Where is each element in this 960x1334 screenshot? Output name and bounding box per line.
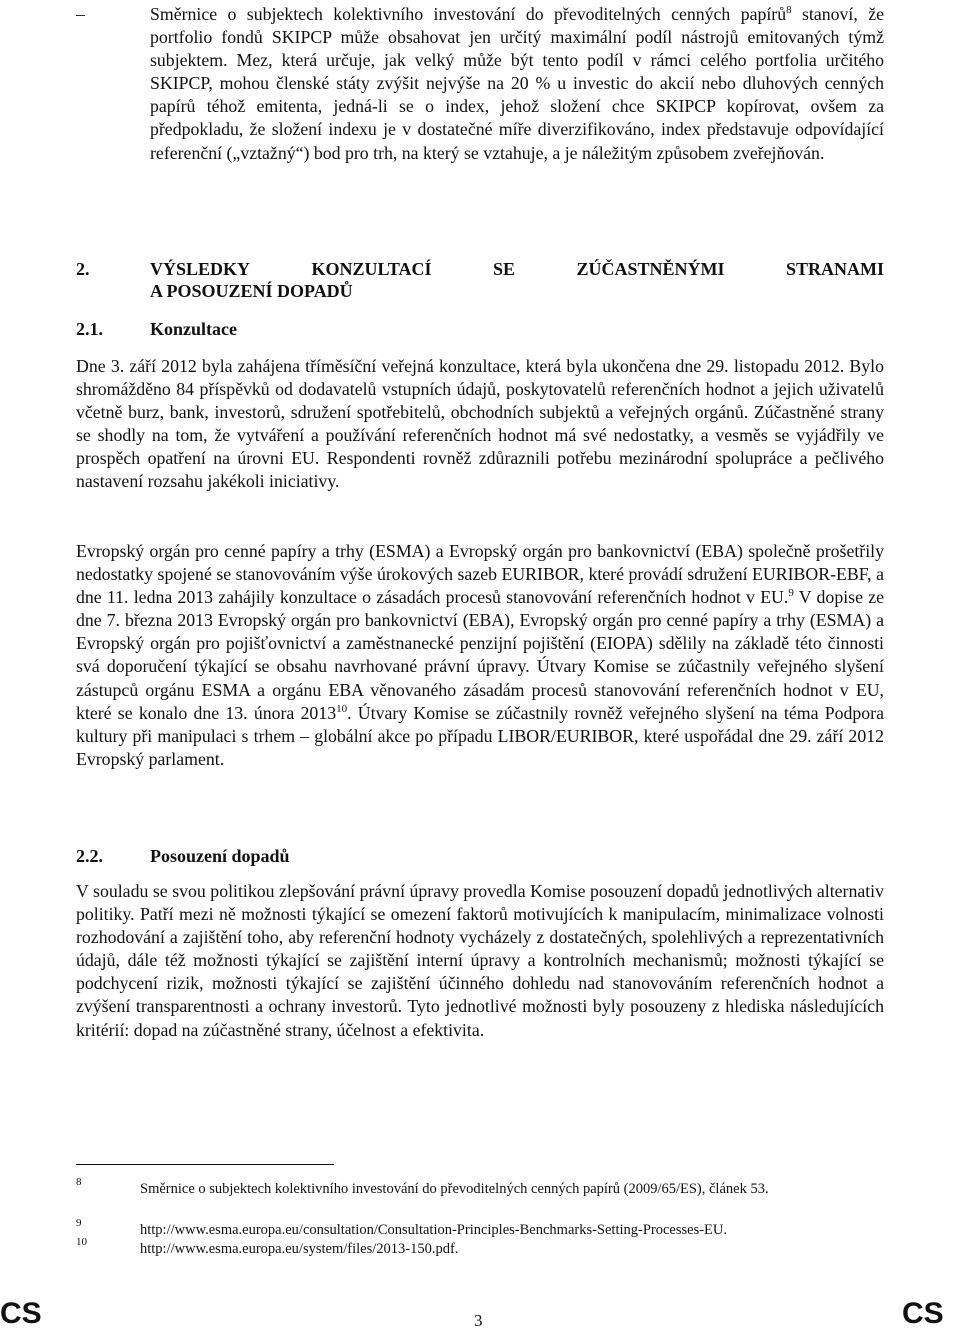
p2-text-c: . Útvary Komise se zúčastnily rovněž veřejného slyšení na téma Podpora kultury při manipulaci s trhem – globální akce po případu LIBOR/EURIBOR, které uspořádal dne 29. září 2012 Evropský parlament. — [76, 702, 884, 769]
footnote-text: Směrnice o subjektech kolektivního investování do převoditelných cenných papírů (2009/65/ES), článek 53. — [140, 1181, 769, 1197]
footnote-separator — [76, 1164, 334, 1165]
footnote-ref-10[interactable]: 10 — [336, 702, 348, 715]
footnote-number: 10 — [76, 1236, 87, 1248]
title-word: STRANAMI — [785, 259, 884, 279]
section-2-2-number: 2.2. — [76, 846, 103, 866]
bullet-marker: – — [76, 4, 85, 24]
section-2-title-line2: A POSOUZENÍ DOPADŮ — [150, 281, 353, 301]
footer-language-code-right: CS — [902, 1297, 944, 1330]
bullet-text-a: Směrnice o subjektech kolektivního investování do převoditelných cenných papírů — [150, 4, 787, 24]
bullet-paragraph — [150, 3, 884, 165]
footnote-ref-8[interactable]: 8 — [786, 4, 792, 16]
footnote-number: 8 — [76, 1176, 82, 1188]
consultation-paragraph-1: Dne 3. září 2012 byla zahájena tříměsíční veřejná konzultace, která byla ukončena dne 29. listopadu 2012. Bylo shromážděno 84 příspěvků od dodavatelů vstupních údajů, poskytovatelů referenčních hodnot a jejich uživatelů včetně burz, bank, investorů, sdružení spotřebitelů, obchodních subjektů a veřejných orgánů. Zúčastněné strany se shodly na tom, že vytváření a používání referenčních hodnot má své nedostatky, a vesměs se vyjádřily ve prospěch opatření na úrovni EU. Respondenti rovněž zdůraznili potřebu mezinárodní spolupráce a pečlivého nastavení rozsahu jakékoli iniciativy. — [76, 356, 884, 492]
footnote-link[interactable]: http://www.esma.europa.eu/system/files/2013-150.pdf. — [140, 1241, 459, 1257]
footnote-number: 9 — [76, 1217, 82, 1229]
footer-language-code-left: CS — [0, 1297, 42, 1330]
p2-text-b: V dopise ze dne 7. března 2013 Evropský orgán pro bankovnictví (EBA), Evropský orgán pro cenné papíry a trhy (ESMA) a Evropský orgán pro pojišťovnictví a zaměstnanecké penzijní pojištění (EIOPA) sdělily na základě této činnosti svá doporučení týkající se obsahu navrhované právní úpravy. Útvary Komise se zúčastnily veřejného slyšení zástupců orgánu ESMA a orgánu EBA věnovaného zásadám procesů stanovování referenčních hodnot v EU, které se konalo dne 13. února 2013 — [76, 587, 884, 723]
impact-assessment-paragraph: V souladu se svou politikou zlepšování právní úpravy provedla Komise posouzení dopadů jednotlivých alternativ politiky. Patří mezi ně možnosti týkající se omezení faktorů motivujících k manipulacím, minimalizace volnosti rozhodování a zajištění toho, aby referenční hodnoty vycházely z dostatečných, spolehlivých a reprezentativních údajů, dále též možnosti týkající se zajištění interní úpravy a kontrolních mechanismů; možnosti týkající se podchycení rizik, možnosti týkající se zajištění účinného dohledu nad stanovováním referenčních hodnot a zvýšení transparentnosti a ochrany investorů. Tyto jednotlivé možnosti byly posouzeny z hlediska následujících kritérií: dopad na zúčastněné strany, účelnost a efektivita. — [76, 881, 884, 1040]
section-2-number: 2. — [76, 259, 90, 279]
bullet-text-b: stanoví, že portfolio fondů SKIPCP může obsahovat jen určitý maximální podíl nástrojů emitovaných týmž subjektem. Mez, která určuje, jak velký může být tento podíl v rámci celého portfolia určitého SKIPCP, mohou členské státy zvýšit nejvýše na 20 % u investic do akcií nebo dluhových cenných papírů téhož emitenta, jedná-li se o index, jehož složení chce SKIPCP kopírovat, ovšem za předpokladu, že složení indexu je v dostatečné míře diverzifikováno, index představuje odpovídající referenční („vztažný“) bod pro trh, na který se vztahuje, a je náležitým způsobem zveřejňován. — [150, 4, 884, 163]
section-2-2-title: Posouzení dopadů — [150, 846, 290, 866]
consultation-paragraph-2 — [76, 540, 884, 771]
title-word: SE — [492, 259, 516, 279]
section-2-title-line1 — [150, 258, 884, 280]
page-number: 3 — [474, 1311, 483, 1330]
section-2-1-number: 2.1. — [76, 319, 103, 339]
title-word: VÝSLEDKY — [150, 259, 251, 279]
title-word: KONZULTACÍ — [311, 259, 432, 279]
title-word: ZÚČASTNĚNÝMI — [576, 259, 725, 279]
p2-text-a: Evropský orgán pro cenné papíry a trhy (ESMA) a Evropský orgán pro bankovnictví (EBA) společně prošetřily nedostatky spojené se stanovováním výše úrokových sazeb EURIBOR, které provádí sdružení EURIBOR-EBF, a dne 11. ledna 2013 zahájily konzultace o zásadách procesů stanovování referenčních hodnot v EU. — [76, 541, 884, 608]
section-2-1-title: Konzultace — [150, 319, 237, 339]
section-2-title — [150, 258, 884, 302]
footnote-ref-9[interactable]: 9 — [788, 587, 794, 600]
footnote-link[interactable]: http://www.esma.europa.eu/consultation/Consultation-Principles-Benchmarks-Setting-Processes-EU. — [140, 1222, 728, 1238]
